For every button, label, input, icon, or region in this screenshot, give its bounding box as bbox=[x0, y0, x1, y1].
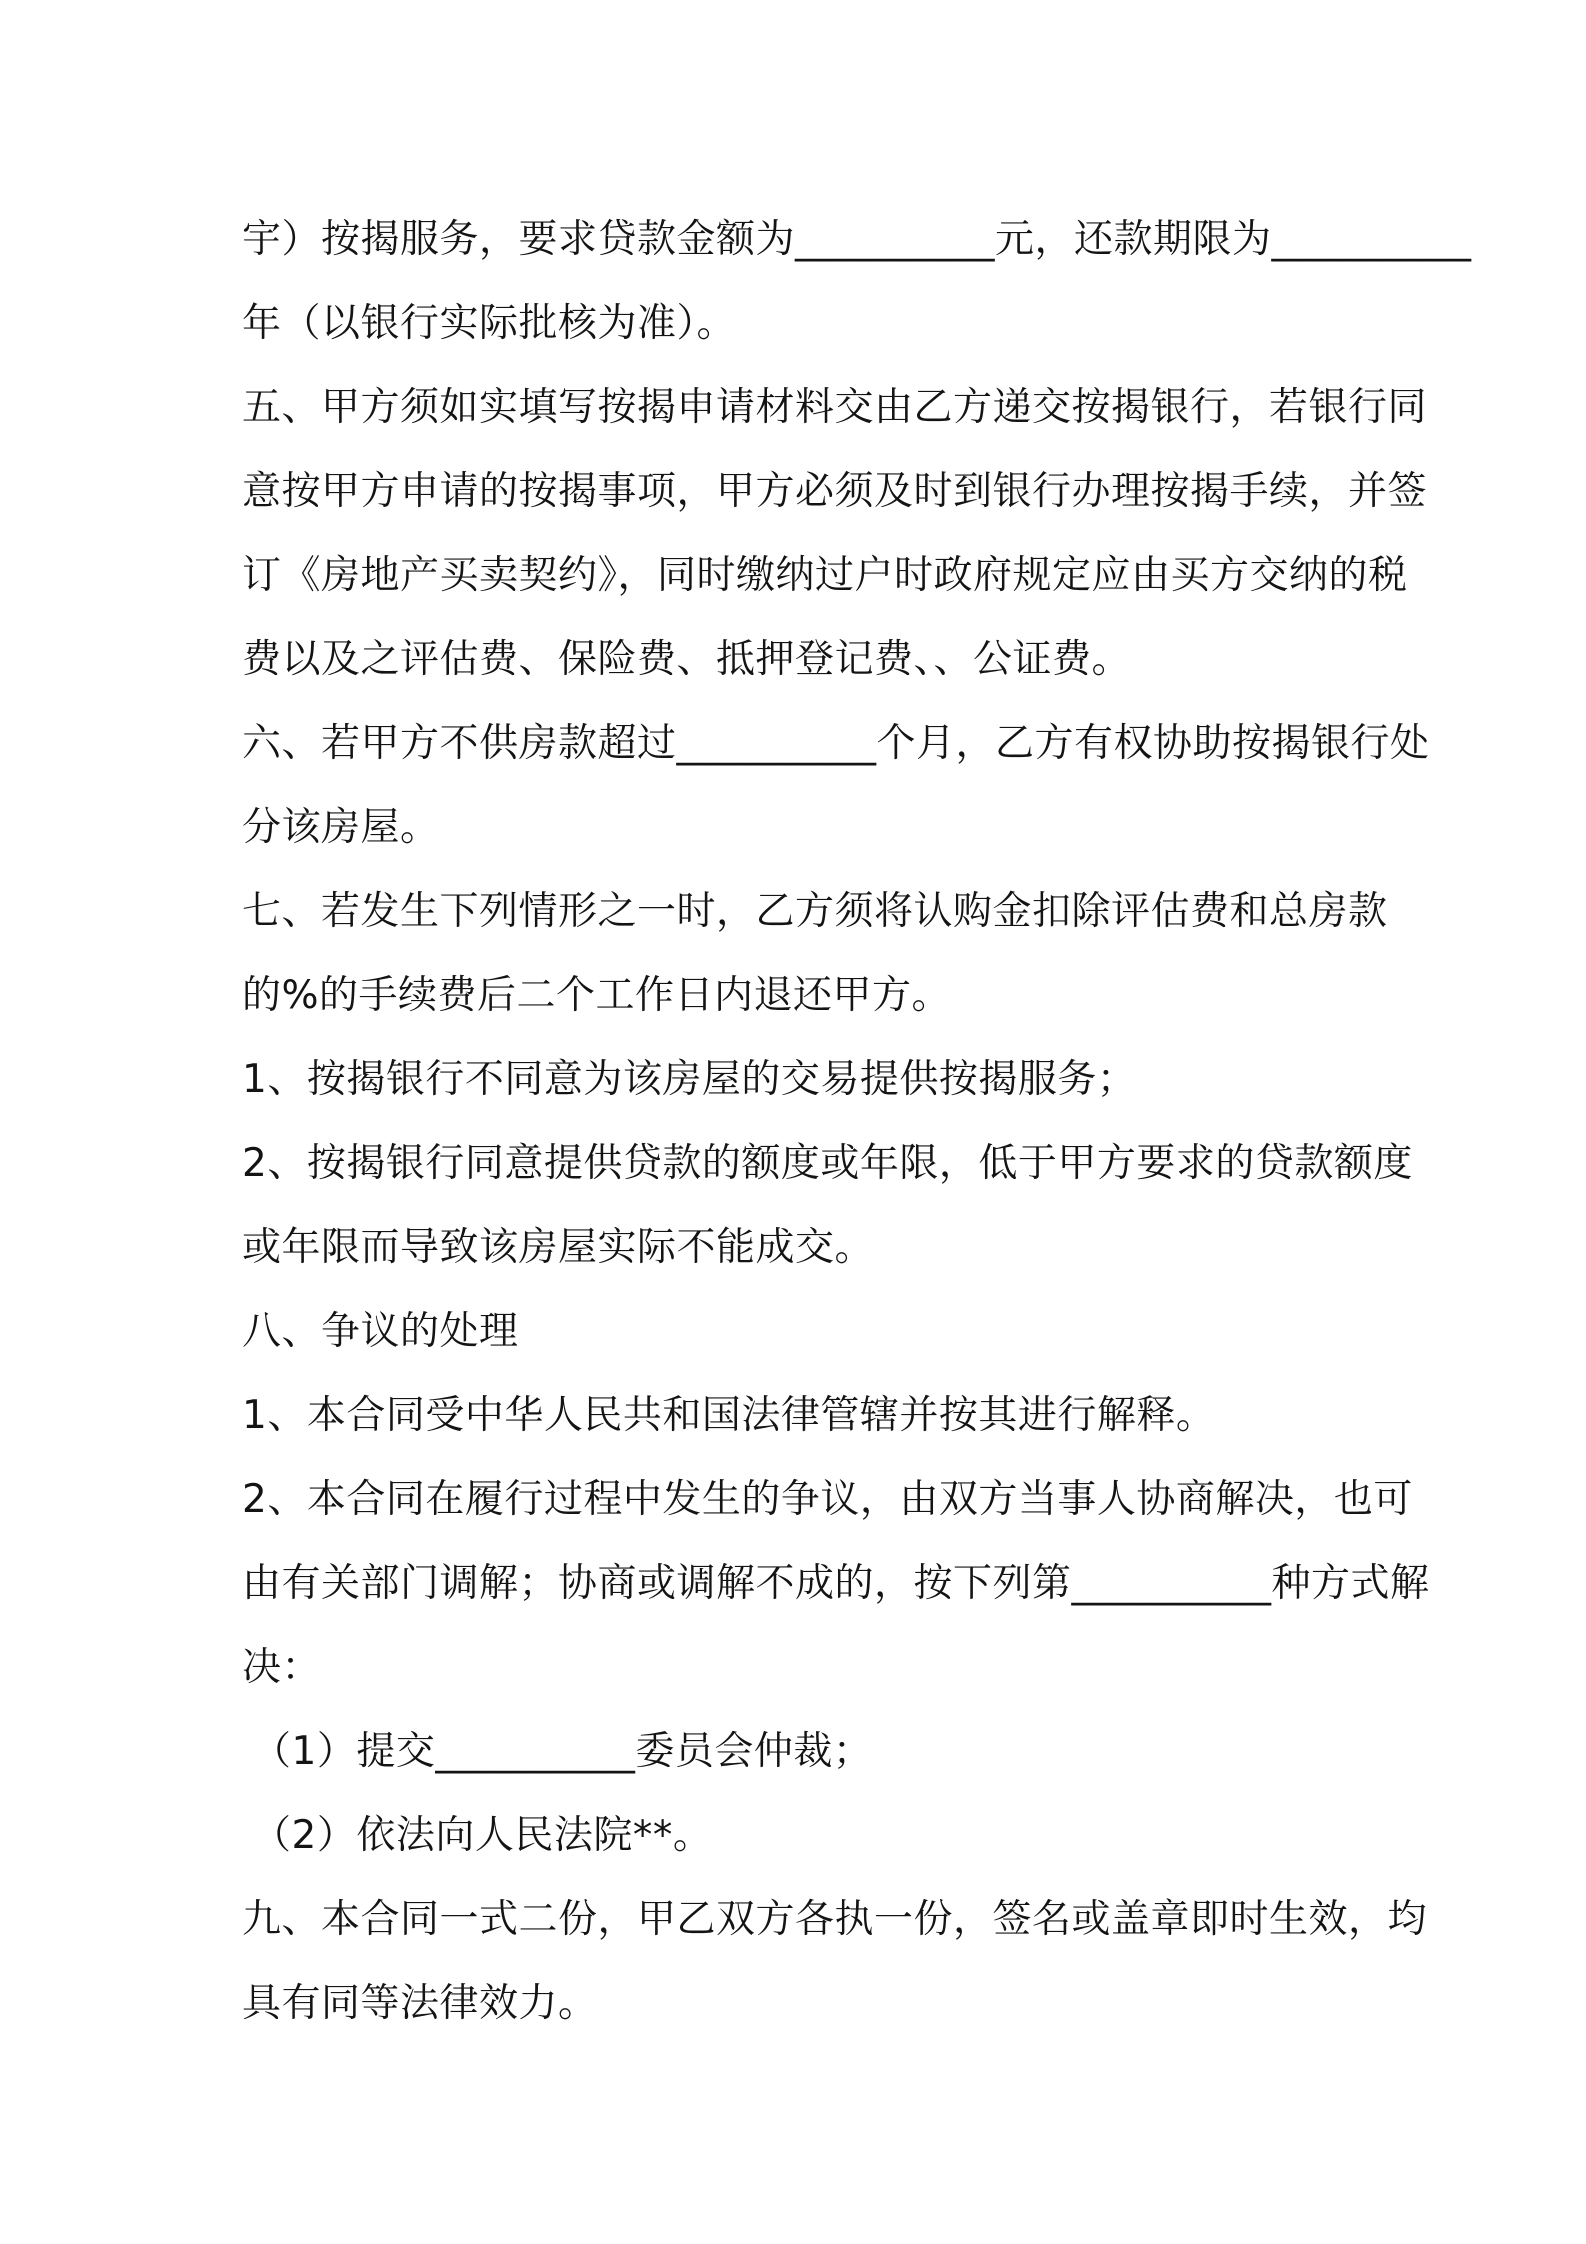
text-line: 宇）按揭服务，要求贷款金额为__________元，还款期限为__________ bbox=[242, 217, 1472, 262]
text-line: 九、本合同一式二份，甲乙双方各执一份，签名或盖章即时生效，均 bbox=[242, 1897, 1428, 1942]
document-body bbox=[242, 198, 1472, 2046]
text-line: 分该房屋。 bbox=[242, 805, 440, 850]
text-line: 2、本合同在履行过程中发生的争议，由双方当事人协商解决，也可 bbox=[242, 1477, 1413, 1522]
text-line: 1、按揭银行不同意为该房屋的交易提供按揭服务； bbox=[242, 1057, 1137, 1102]
text-line: 1、本合同受中华人民共和国法律管辖并按其进行解释。 bbox=[242, 1393, 1216, 1438]
text-line: 决： bbox=[242, 1645, 322, 1690]
section-heading: 八、争议的处理 bbox=[242, 1309, 519, 1354]
text-line: 2、按揭银行同意提供贷款的额度或年限，低于甲方要求的贷款额度 bbox=[242, 1141, 1413, 1186]
text-line: 由有关部门调解；协商或调解不成的，按下列第__________种方式解 bbox=[242, 1561, 1430, 1606]
text-line: 订《房地产买卖契约》，同时缴纳过户时政府规定应由买方交纳的税 bbox=[242, 553, 1408, 598]
text-line: 年（以银行实际批核为准）。 bbox=[242, 301, 737, 346]
text-line: 七、若发生下列情形之一时，乙方须将认购金扣除评估费和总房款 bbox=[242, 889, 1388, 934]
text-line: 意按甲方申请的按揭事项，甲方必须及时到银行办理按揭手续，并签 bbox=[242, 469, 1428, 514]
text-line: 或年限而导致该房屋实际不能成交。 bbox=[242, 1225, 875, 1270]
text-line: 六、若甲方不供房款超过__________个月，乙方有权协助按揭银行处 bbox=[242, 721, 1430, 766]
list-item: （1）提交__________委员会仲裁； bbox=[252, 1729, 873, 1774]
text-line: 费以及之评估费、保险费、抵押登记费、、公证费。 bbox=[242, 637, 1132, 682]
text-line: 的%的手续费后二个工作日内退还甲方。 bbox=[242, 973, 952, 1018]
text-line: 具有同等法律效力。 bbox=[242, 1981, 598, 2026]
text-line: 五、甲方须如实填写按揭申请材料交由乙方递交按揭银行，若银行同 bbox=[242, 385, 1428, 430]
list-item: （2）依法向人民法院**。 bbox=[252, 1813, 713, 1858]
